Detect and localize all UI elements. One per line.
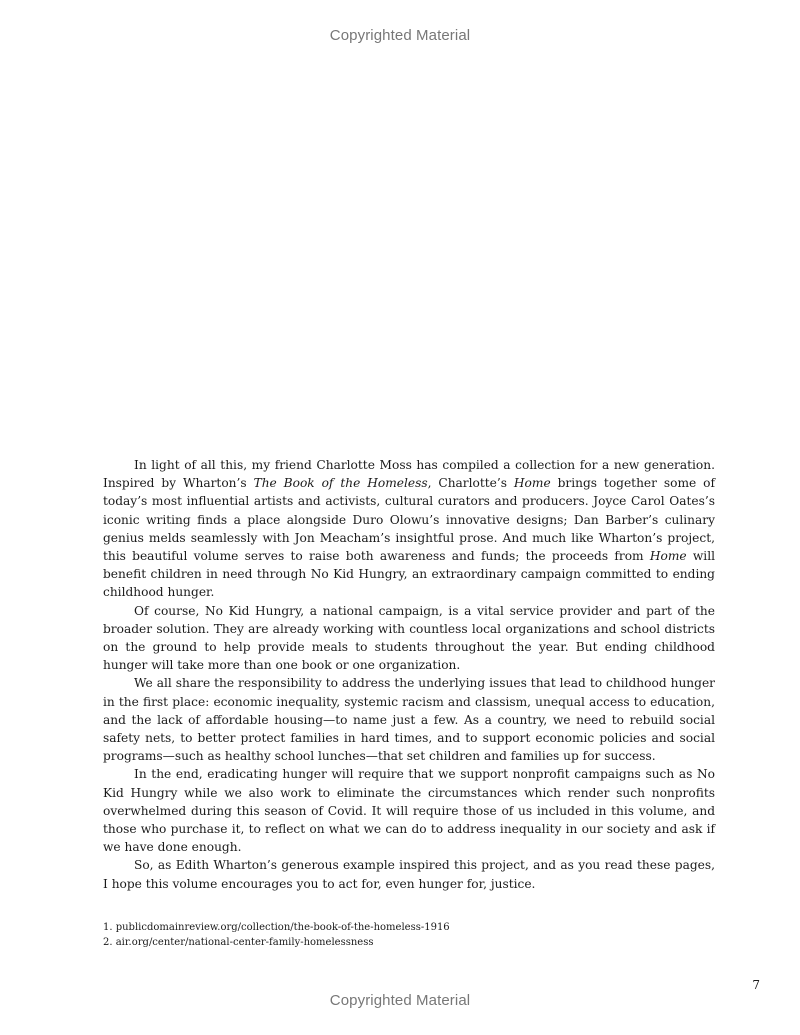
footnote-2: 2. air.org/center/national-center-family-homelessness — [103, 936, 374, 948]
paragraph-segment: will benefit children in need through No Kid Hungry, an extraordinary campaign committed to ending childhood hunger. — [103, 549, 716, 600]
page-number: 7 — [752, 978, 760, 992]
paragraph-segment: In the end, eradicating hunger will require that we support nonprofit campaigns such as No Kid Hungry while we also work to eliminate the circumstances which render such nonprofits overwhelmed during this season of Covid. It will require those of us included in this volume, and those who purchase it, to reflect on what we can do to address inequality in our society and ask if we have done enough. — [103, 767, 715, 855]
paragraph-2 — [103, 602, 715, 675]
paragraph-segment: , Charlotte’s — [427, 476, 514, 491]
footnotes — [103, 921, 715, 950]
paragraph-1 — [103, 456, 715, 602]
paragraph-segment: We all share the responsibility to address the underlying issues that lead to childhood hunger in the first place: economic inequality, systemic racism and classism, unequal access to education, and the lack of affordable housing—to name just a few. As a country, we need to rebuild social safety nets, to better protect families in hard times, and to support economic policies and social programs—such as healthy school lunches—that set children and families up for success. — [103, 676, 715, 764]
watermark-top: Copyrighted Material — [329, 27, 471, 44]
body-text — [103, 456, 715, 893]
book-title-book-of-the-homeless: The Book of the Homeless — [253, 476, 428, 491]
paragraph-segment: brings together some of today’s most influential artists and activists, cultural curators and producers. Joyce Carol Oates’s iconic writing finds a place alongside Duro Olowu’s innovative designs; Dan Barber’s culinary genius melds seamlessly with Jon Meacham’s insightful prose. And much like Wharton’s project, this beautiful volume serves to raise both awareness and funds; the proceeds from — [103, 476, 715, 564]
footnote-1: 1. publicdomainreview.org/collection/the-book-of-the-homeless-1916 — [103, 922, 450, 933]
paragraph-5 — [103, 856, 715, 892]
watermark-bottom: Copyrighted Material — [329, 992, 471, 1009]
book-title-home: Home — [513, 476, 551, 491]
paragraph-3 — [103, 674, 715, 765]
paragraph-segment: So, as Edith Wharton’s generous example inspired this project, and as you read these pages, I hope this volume encourages you to act for, even hunger for, justice. — [103, 858, 715, 891]
paragraph-segment: Of course, No Kid Hungry, a national campaign, is a vital service provider and part of the broader solution. They are already working with countless local organizations and school districts on the ground to help provide meals to students throughout the year. But ending childhood hunger will take more than one book or one organization. — [103, 603, 715, 673]
paragraph-segment: In light of all this, my friend Charlotte Moss has compiled a collection for a new generation. Inspired by Wharton’s — [103, 458, 715, 491]
book-title-home: Home — [649, 549, 687, 564]
paragraph-4 — [103, 765, 715, 856]
